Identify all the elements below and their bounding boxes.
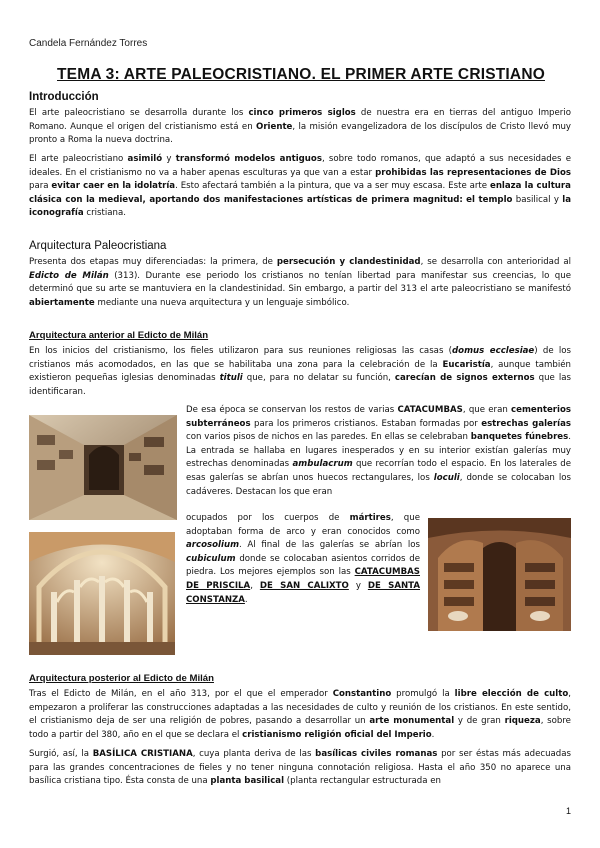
text-run: asimiló [127,154,163,164]
text-run: El arte paleocristiano [29,154,128,164]
page-title: TEMA 3: ARTE PALEOCRISTIANO. EL PRIMER ARTE CRISTIANO [57,66,545,83]
posterior-paragraph-2 [29,748,571,789]
text-run: DE SAN CALIXTO [259,580,349,591]
text-run: enlaza la cultura clásica con la medieval, aportando dos manifestaciones artísticas de primera magnitud: [29,181,571,205]
text-run: cristiana. [83,208,126,219]
text-run: , cuya planta deriva de las [192,749,316,759]
text-run: estrechas galerías [481,418,571,429]
posterior-paragraph-1 [29,688,571,742]
text-run: , [250,580,260,591]
text-run: DE SANTA CONSTANZA [186,580,421,605]
text-run: Presenta dos etapas muy diferenciadas: la primera, de [29,257,277,267]
text-run: para los primeros cristianos. Estaban formadas por [250,418,482,429]
text-run: con varios pisos de nichos en las paredes. En ellas se celebraban [186,432,471,443]
text-run: mediante una nueva arquitectura y un lenguaje simbólico. [94,297,350,308]
catacomb-niches-photo [428,518,571,631]
text-run: Eucaristía [442,359,491,370]
text-run: que recorrían todo el espacio. En los laterales de esas galerías se abrían unos huecos rectangulares, los [186,459,572,483]
text-run: basilical y [512,194,563,205]
arquitectura-heading: Arquitectura Paleocristiana [29,240,167,252]
text-run: . Al final de las galerías se abrían los [239,540,420,551]
text-run: , sobre todo romanos, que adaptó a sus necesidades e ideales. En el cristianismo no va a haber apenas esculturas ya que van a estar [29,154,571,178]
text-run: Constantino [332,689,392,699]
text-run: y [348,580,368,591]
text-run: Tras el Edicto de Milán, en el año 313, por el que el emperador [29,689,333,699]
text-run: y de gran [454,716,505,727]
text-run: De esa época se conservan los restos de varias [186,405,398,415]
intro-paragraph-1 [29,107,571,148]
text-run: de nuestra era en tierras del antiguo Imperio Romano. Aunque el origen del cristianismo está en [29,108,571,132]
text-run: domus ecclesiae [452,346,535,356]
text-run: , sobre todo a partir del 380, año en el que se declara el [29,716,571,740]
text-run: , que eran [462,405,512,415]
text-run: mártires [349,513,391,523]
santa-costanza-interior-photo [29,532,175,655]
text-run: , empezaron a proliferar las construcciones adaptadas a las necesidades de culto y reunión de los cristianos. En este sentido, el cristianismo deja de ser una religión de pobres, pasando a desarrollar un [29,689,571,727]
text-run: (313). Durante ese periodo los cristianos no tenían libertad para manifestar sus creencias, lo que determinó que su arte se mantuviera en la clandestinidad. Sin embargo, a partir del 313 el arte paleocristiano se manifestó [29,270,571,295]
text-run: . La entrada se hallaba en lugares inesperados y en su interior existían galerías muy estrechas denominadas [186,432,571,470]
text-run: (planta rectangular estructurada en [284,776,441,787]
catacumbas-paragraph [186,404,571,499]
text-run: libre elección de culto [454,689,569,699]
intro-paragraph-2 [29,153,571,221]
text-run: CATACUMBAS DE PRISCILA [186,567,420,591]
text-run: el templo [466,194,513,205]
text-run: cinco primeros siglos [248,108,356,118]
author-name: Candela Fernández Torres [29,38,148,49]
text-run: Oriente [256,121,293,132]
text-run: loculi [433,472,460,483]
posterior-heading: Arquitectura posterior al Edicto de Milán [29,673,214,684]
text-run: cementerios subterráneos [186,405,571,429]
arcosolium-paragraph [186,512,420,607]
text-run: y [162,154,176,164]
text-run: , la misión evangelizadora de los discípulos de Cristo llevó muy pronto a Roma la nueva doctrina. [29,121,571,146]
text-run: , se desarrolla con anterioridad al [420,257,571,267]
text-run: , que adoptaban forma de arco y eran conocidos como [186,513,420,537]
text-run: basílicas civiles romanas [315,749,438,759]
text-run: arte monumental [369,716,455,727]
text-run: cubiculum [186,553,236,564]
text-run: prohibidas las representaciones de Dios [375,167,572,178]
text-run: . [431,729,435,740]
text-run: carecían de signos externos [394,373,535,384]
text-run: Surgió, así, la [29,749,93,759]
page-number: 1 [566,806,572,816]
text-run: cristianismo religión oficial del Imperio [242,729,432,740]
text-run: ambulacrum [292,459,353,470]
text-run: promulgó la [391,689,455,699]
text-run: En los inicios del cristianismo, los fieles utilizaron para sus reuniones religiosas las casas ( [29,346,453,356]
anterior-heading: Arquitectura anterior al Edicto de Milán [29,330,209,341]
text-run: CATACUMBAS [397,405,463,415]
text-run: El arte paleocristiano se desarrolla durante los [29,108,249,118]
text-run: evitar caer en la idolatría [51,181,176,192]
text-run: planta basilical [210,776,285,787]
text-run: . Esto afectará también a la pintura, que va a ser muy escasa. Este arte [175,181,490,192]
text-run: por ser éstas más adecuadas para las grandes concentraciones de fieles y no tener ninguna connotación religiosa. Hasta el año 350 no aparece una basílica cristiana tipo. Ésta consta de una [29,749,571,787]
text-run: abiertamente [29,297,95,308]
text-run: que, para no delatar su función, [242,373,395,384]
text-run: banquetes fúnebres [470,432,569,443]
text-run: . [244,594,248,605]
arquitectura-paragraph [29,256,571,310]
text-run: para [29,181,52,192]
text-run: , aunque también existieron pequeñas iglesias denominadas [29,359,571,384]
intro-heading: Introducción [29,91,99,103]
text-run: ) de los cristianos más acomodados, en las que se habilitaba una zona para la celebración de la [29,346,571,370]
text-run: riqueza [504,716,541,727]
text-run: tituli [219,373,243,384]
text-run: la iconografía [29,194,572,219]
text-run: ocupados por los cuerpos de [186,513,350,523]
text-run: transformó modelos antiguos [175,154,322,164]
text-run: , donde se colocaban los cadáveres. Destacan los que eran [186,472,571,497]
text-run: arcosolium [186,540,240,551]
text-run: donde se colocaban asientos corridos de piedra. Los mejores ejemplos son las [186,553,420,578]
text-run: Edicto de Milán [29,270,109,281]
text-run: BASÍLICA CRISTIANA [92,749,193,759]
catacomb-corridor-photo [29,415,177,520]
anterior-paragraph-1 [29,345,571,399]
text-run: persecución y clandestinidad [276,257,421,267]
text-run: que las identificaran. [29,373,571,397]
